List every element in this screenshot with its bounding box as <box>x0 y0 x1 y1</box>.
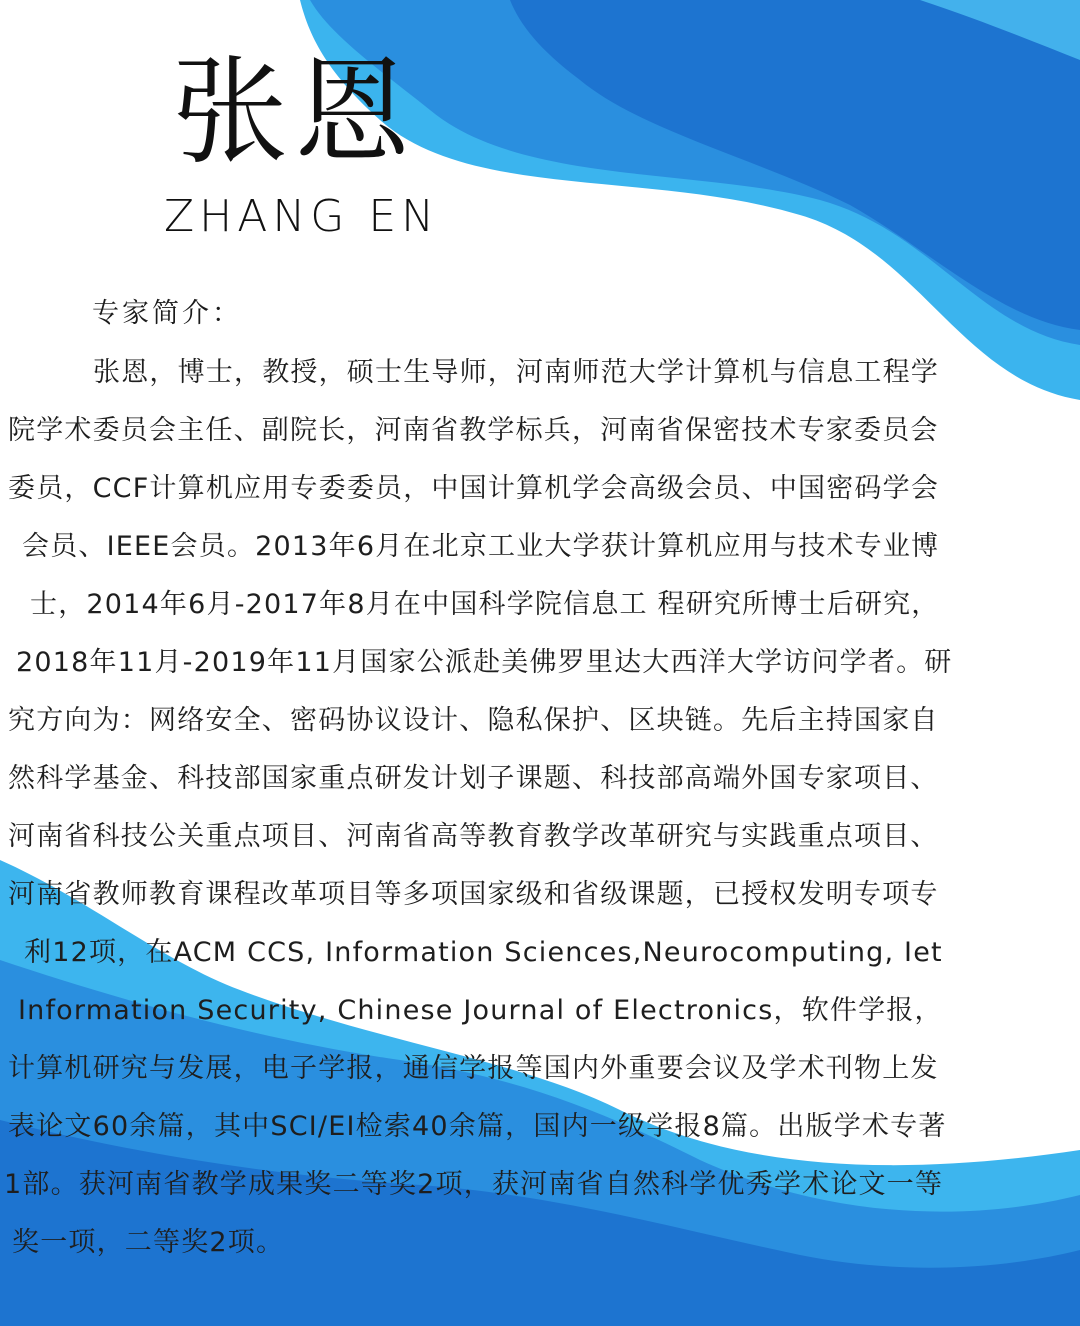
name-english: ZHANG EN <box>164 191 440 242</box>
bio-line: 奖一项，二等奖2项。 <box>12 1227 285 1258</box>
bio-line: 2018年11月-2019年11月国家公派赴美佛罗里达大西洋大学访问学者。研 <box>16 647 953 678</box>
bio-line: 士，2014年6月-2017年8月在中国科学院信息工 程研究所博士后研究， <box>30 589 940 620</box>
bio-line: 究方向为：网络安全、密码协议设计、隐私保护、区块链。先后主持国家自 <box>8 705 939 736</box>
bio-line: 计算机研究与发展，电子学报，通信学报等国内外重要会议及学术刊物上发 <box>8 1053 939 1084</box>
bio-line: 1部。获河南省教学成果奖二等奖2项，获河南省自然科学优秀学术论文一等 <box>4 1169 944 1200</box>
bio-line: Information Security, Chinese Journal of Electronics，软件学报， <box>18 995 943 1026</box>
bio-line: 会员、IEEE会员。2013年6月在北京工业大学获计算机应用与技术专业博 <box>22 531 940 562</box>
bio-line: 张恩，博士，教授，硕士生导师，河南师范大学计算机与信息工程学 <box>93 357 939 388</box>
bio-line: 委员，CCF计算机应用专委委员，中国计算机学会高级会员、中国密码学会 <box>8 473 940 504</box>
bio-line: 表论文60余篇，其中SCI/EI检索40余篇，国内一级学报8篇。出版学术专著 <box>8 1111 947 1142</box>
section-title: 专家简介： <box>92 298 242 329</box>
bio-line: 河南省教师教育课程改革项目等多项国家级和省级课题，已授权发明专项专 <box>8 879 939 910</box>
bio-line: 然科学基金、科技部国家重点研发计划子课题、科技部高端外国专家项目、 <box>8 763 939 794</box>
bio-line: 河南省科技公关重点项目、河南省高等教育教学改革研究与实践重点项目、 <box>8 821 939 852</box>
bio-text <box>0 344 1080 1272</box>
name-chinese: 张恩 <box>172 45 416 180</box>
bio-line: 利12项，在ACM CCS, Information Sciences,Neurocomputing, Iet <box>24 937 943 968</box>
bio-line: 院学术委员会主任、副院长，河南省教学标兵，河南省保密技术专家委员会 <box>8 415 939 446</box>
